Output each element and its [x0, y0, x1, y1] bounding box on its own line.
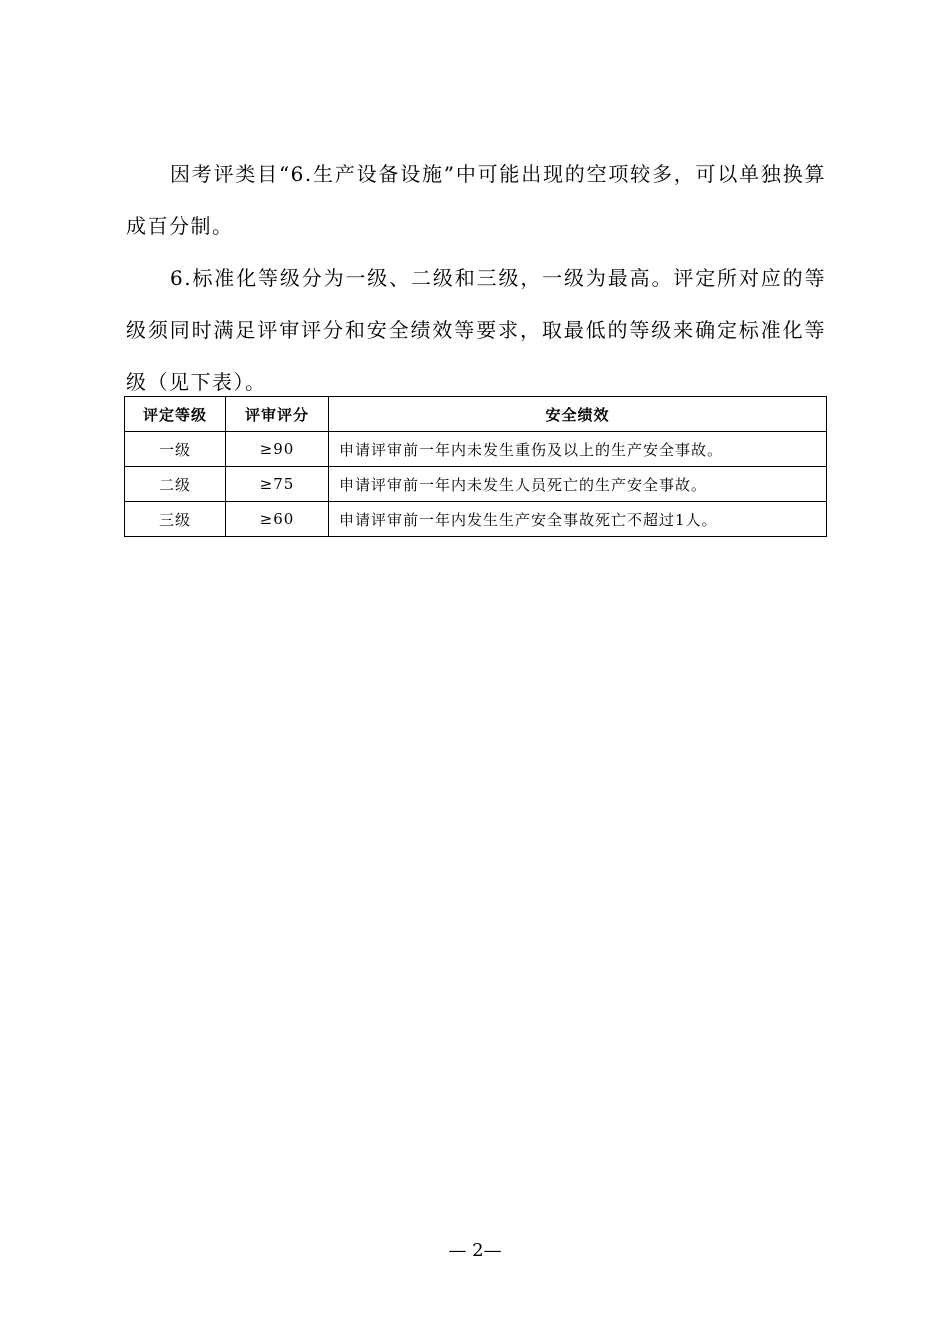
cell-grade: 一级: [125, 432, 226, 467]
cell-score: ≥90: [226, 432, 329, 467]
cell-grade: 二级: [125, 467, 226, 502]
cell-score: ≥60: [226, 502, 329, 537]
cell-grade: 三级: [125, 502, 226, 537]
page-number: — 2—: [448, 1240, 502, 1261]
cell-performance: 申请评审前一年内发生生产安全事故死亡不超过1人。: [329, 502, 827, 537]
cell-performance: 申请评审前一年内未发生重伤及以上的生产安全事故。: [329, 432, 827, 467]
paragraph-grade-levels: 6.标准化等级分为一级、二级和三级，一级为最高。评定所对应的等级须同时满足评审评分和安全绩效等要求，取最低的等级来确定标准化等级（见下表）。: [126, 266, 826, 394]
paragraph-block-2: [126, 252, 826, 408]
header-performance: 安全绩效: [329, 397, 827, 432]
table-row: [125, 467, 827, 502]
cell-score: ≥75: [226, 467, 329, 502]
header-grade: 评定等级: [125, 397, 226, 432]
table-row: [125, 432, 827, 467]
paragraph-conversion-note: 因考评类目“6.生产设备设施”中可能出现的空项较多，可以单独换算成百分制。: [126, 162, 826, 238]
grade-table: [124, 396, 827, 537]
table-header-row: [125, 397, 827, 432]
paragraph-block-1: [126, 148, 826, 252]
header-score: 评审评分: [226, 397, 329, 432]
table-row: [125, 502, 827, 537]
cell-performance: 申请评审前一年内未发生人员死亡的生产安全事故。: [329, 467, 827, 502]
